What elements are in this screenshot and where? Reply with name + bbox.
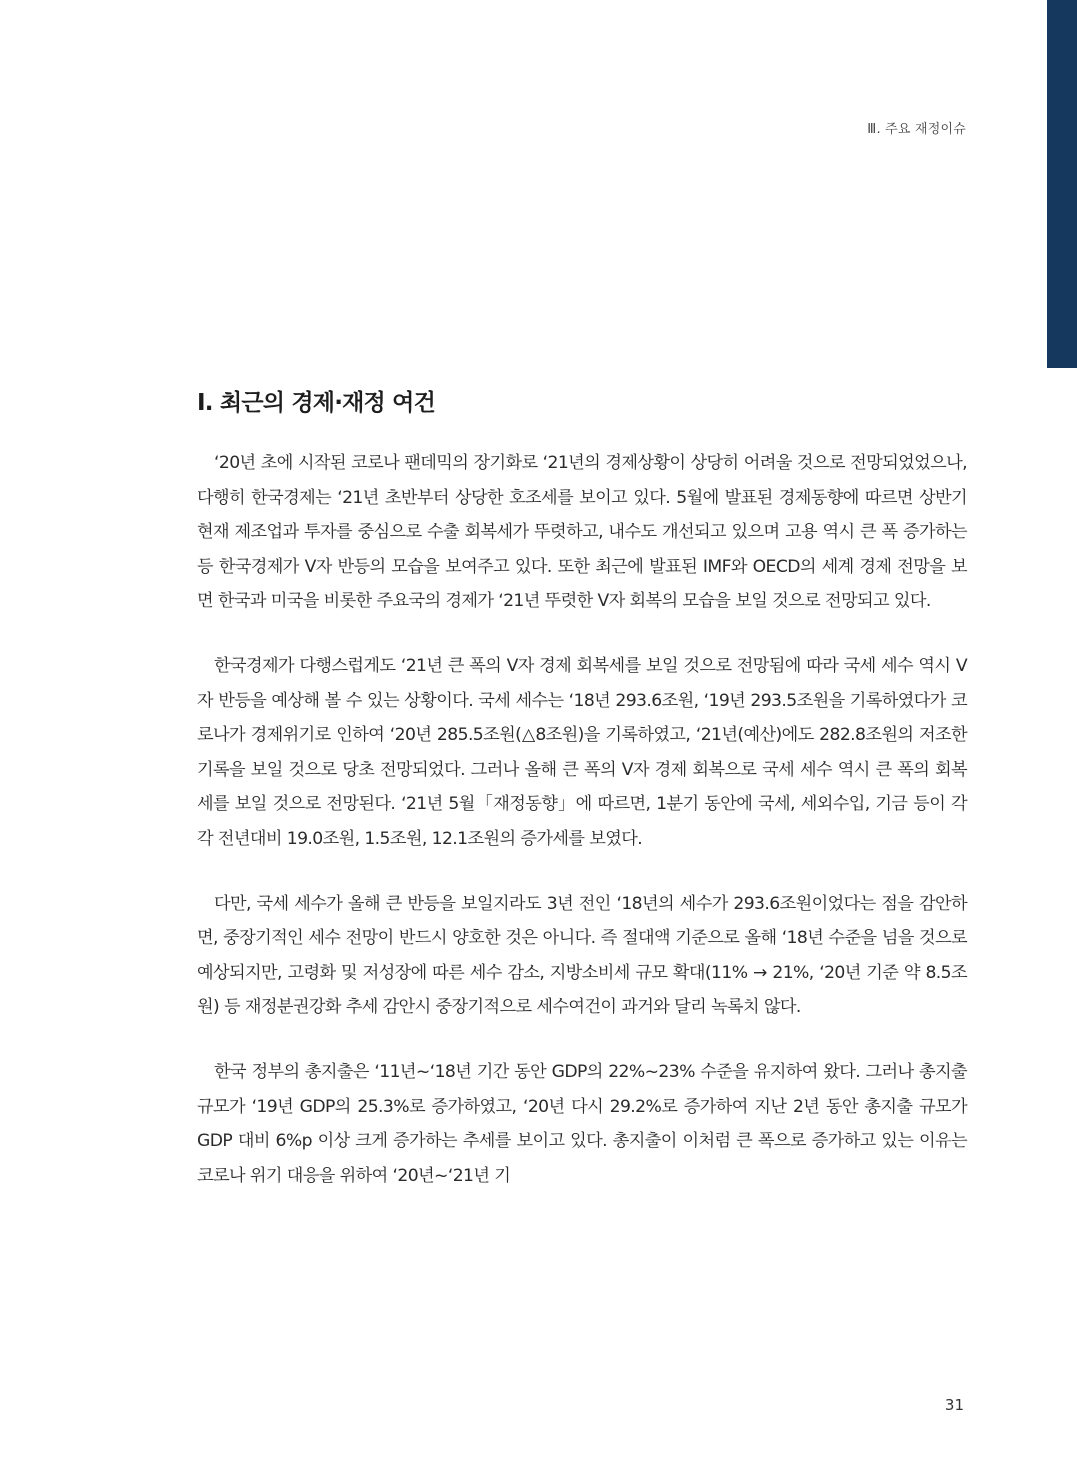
paragraph-1: ‘20년 초에 시작된 코로나 팬데믹의 장기화로 ‘21년의 경제상황이 상당히 어려울 것으로 전망되었었으나, 다행히 한국경제는 ‘21년 초반부터 상당한 호조세를 보이고 있다. 5월에 발표된 경제동향에 따르면 상반기 현재 제조업과 투자를 중심으로 수출 회복세가 뚜렷하고, 내수도 개선되고 있으며 고용 역시 큰 폭 증가하는 등 한국경제가 V자 반등의 모습을 보여주고 있다. 또한 최근에 발표된 IMF와 OECD의 세계 경제 전망을 보면 한국과 미국을 비롯한 주요국의 경제가 ‘21년 뚜렷한 V자 회복의 모습을 보일 것으로 전망되고 있다. xyxy=(197,453,967,612)
section-title: I. 최근의 경제·재정 여건 xyxy=(197,390,436,416)
body-text xyxy=(197,446,967,1223)
running-header: Ⅲ. 주요 재정이슈 xyxy=(867,122,966,137)
page-number: 31 xyxy=(944,1396,964,1414)
chapter-side-tab xyxy=(1047,0,1077,368)
paragraph-4: 한국 정부의 총지출은 ‘11년~‘18년 기간 동안 GDP의 22%~23% 수준을 유지하여 왔다. 그러나 총지출 규모가 ‘19년 GDP의 25.3%로 증가하였고, ‘20년 다시 29.2%로 증가하여 지난 2년 동안 총지출 규모가 GDP 대비 6%p 이상 크게 증가하는 추세를 보이고 있다. 총지출이 이처럼 큰 폭으로 증가하고 있는 이유는 코로나 위기 대응을 위하여 ‘20년~‘21년 기 xyxy=(197,1061,968,1186)
paragraph-3: 다만, 국세 세수가 올해 큰 반등을 보일지라도 3년 전인 ‘18년의 세수가 293.6조원이었다는 점을 감안하면, 중장기적인 세수 전망이 반드시 양호한 것은 아니다. 즉 절대액 기준으로 올해 ‘18년 수준을 넘을 것으로 예상되지만, 고령화 및 저성장에 따른 세수 감소, 지방소비세 규모 확대(11% → 21%, ‘20년 기준 약 8.5조원) 등 재정분권강화 추세 감안시 중장기적으로 세수여건이 과거와 달리 녹록치 않다. xyxy=(197,893,967,1018)
paragraph-2: 한국경제가 다행스럽게도 ‘21년 큰 폭의 V자 경제 회복세를 보일 것으로 전망됨에 따라 국세 세수 역시 V자 반등을 예상해 볼 수 있는 상황이다. 국세 세수는 ‘18년 293.6조원, ‘19년 293.5조원을 기록하였다가 코로나가 경제위기로 인하여 ‘20년 285.5조원(△8조원)을 기록하였고, ‘21년(예산)에도 282.8조원의 저조한 기록을 보일 것으로 당초 전망되었다. 그러나 올해 큰 폭의 V자 경제 회복으로 국세 세수 역시 큰 폭의 회복세를 보일 것으로 전망된다. ‘21년 5월「재정동향」에 따르면, 1분기 동안에 국세, 세외수입, 기금 등이 각각 전년대비 19.0조원, 1.5조원, 12.1조원의 증가세를 보였다. xyxy=(197,655,967,849)
